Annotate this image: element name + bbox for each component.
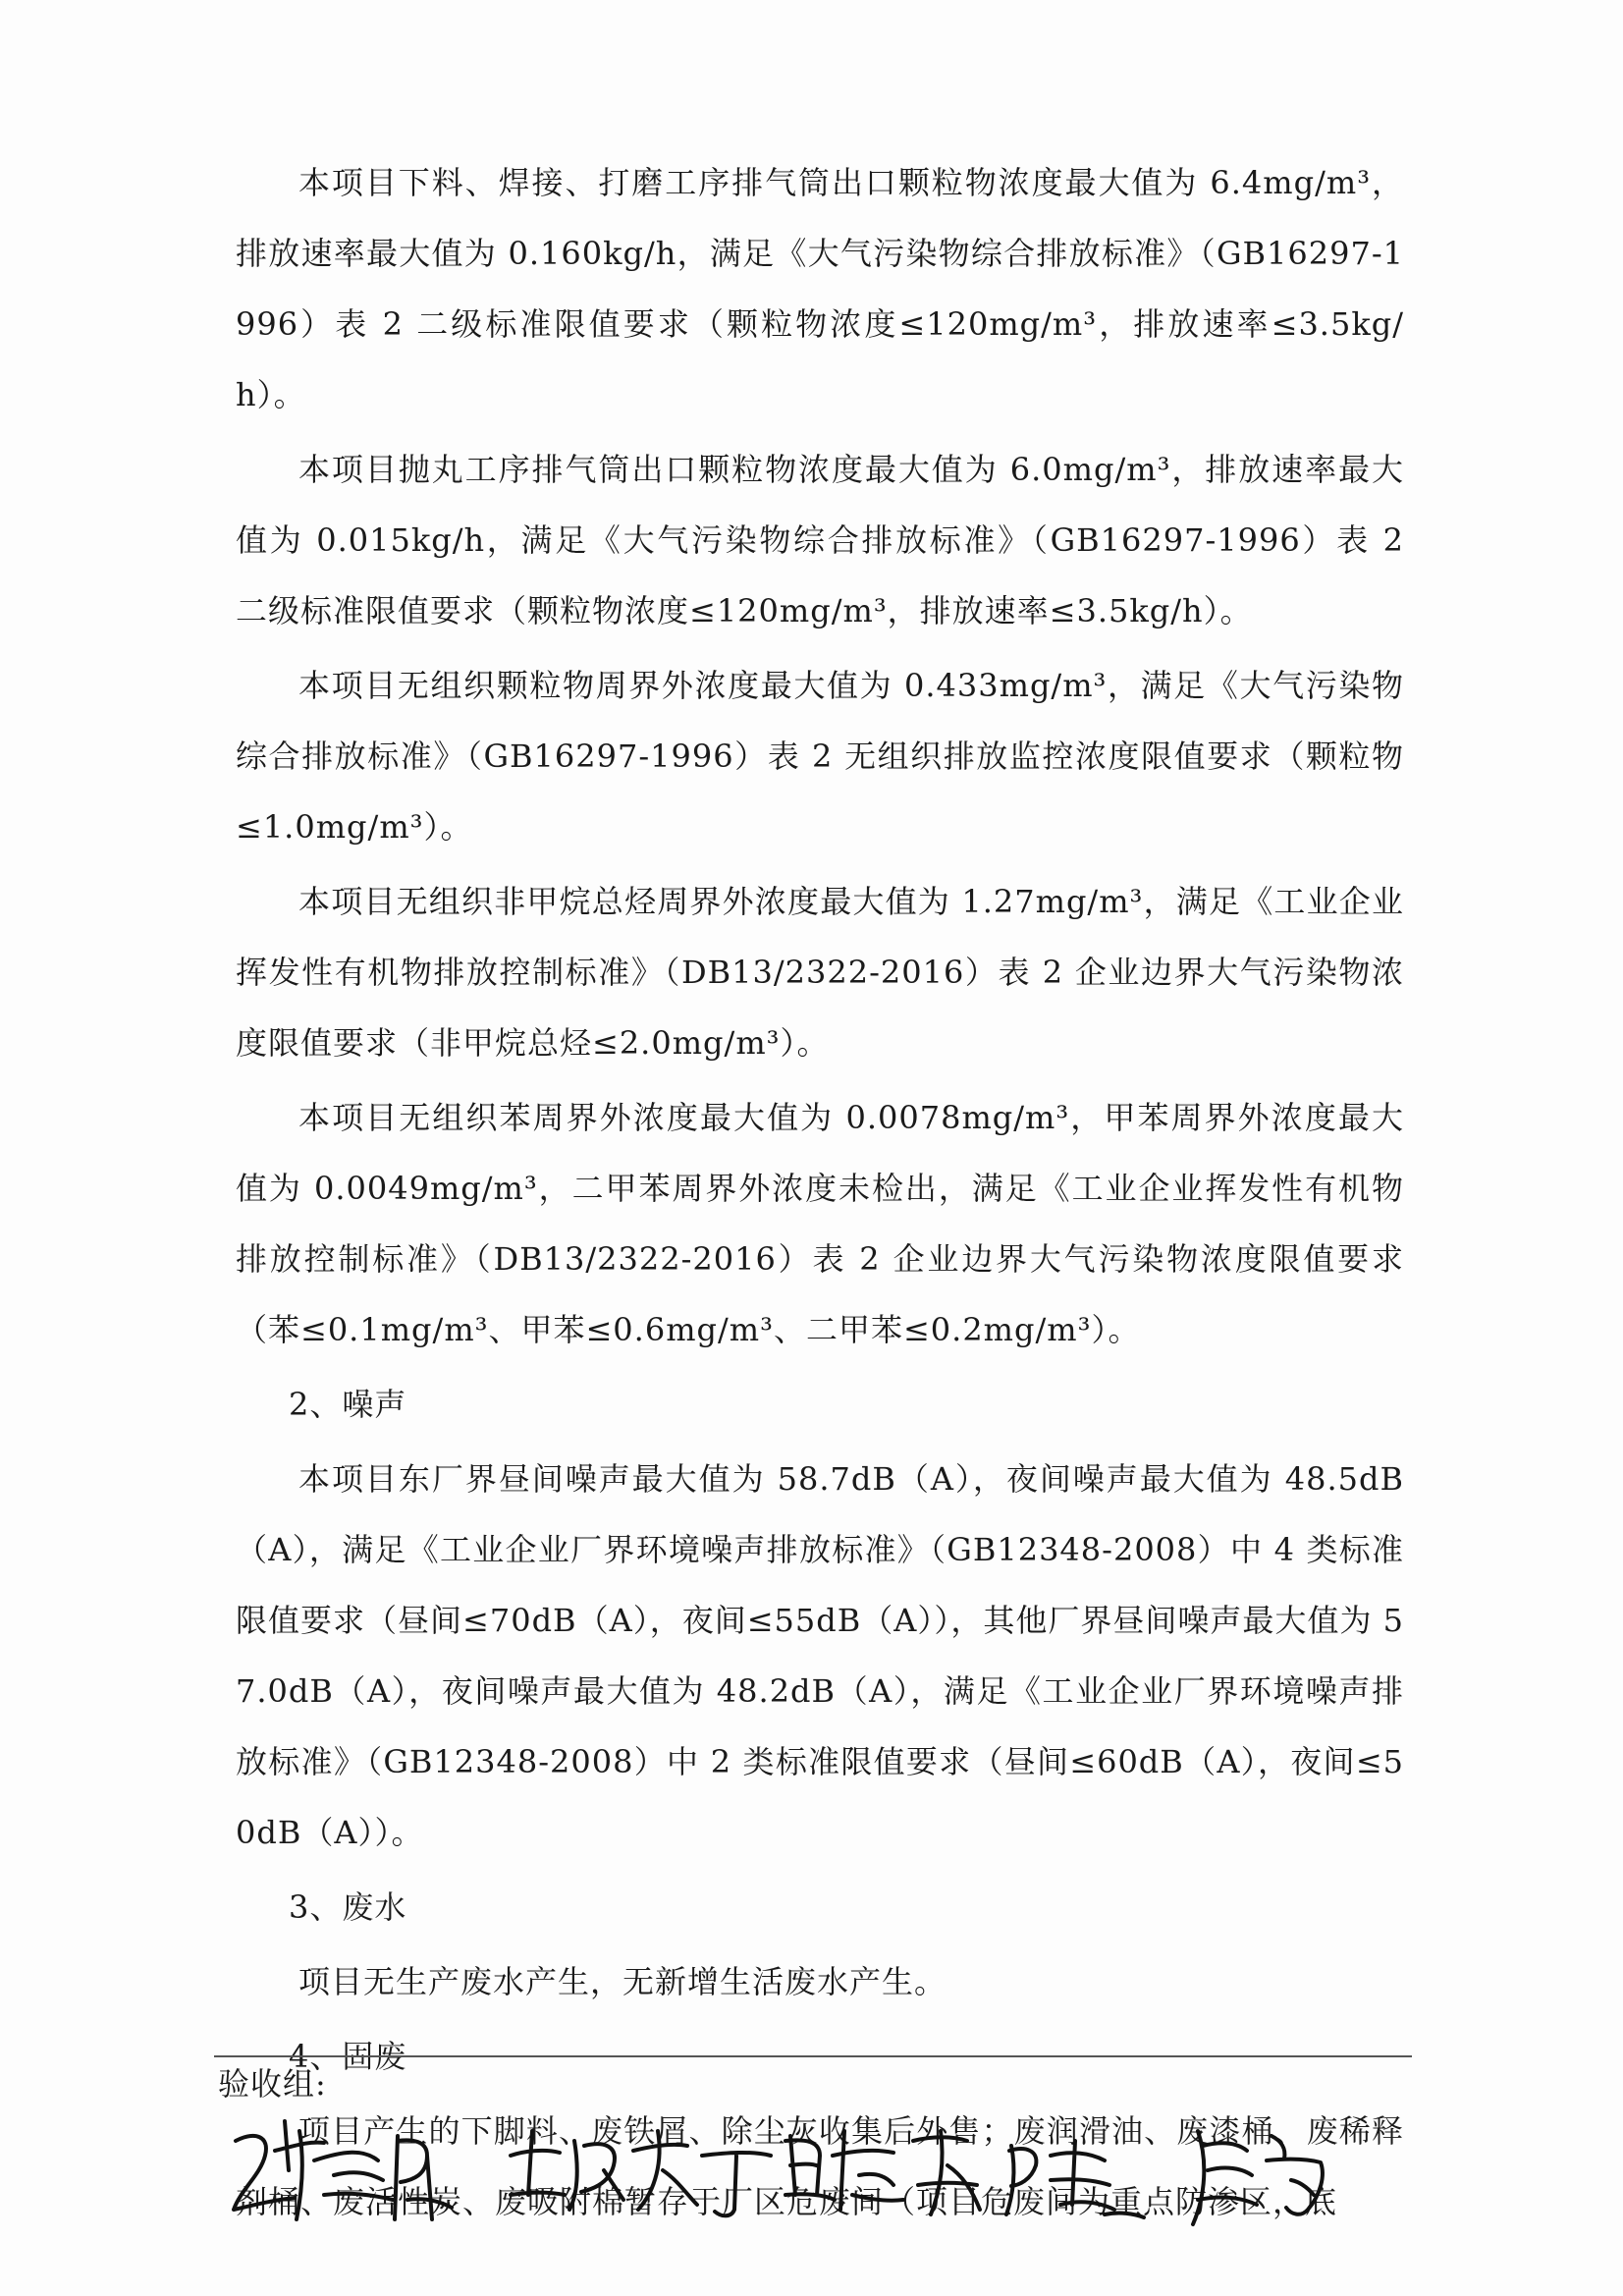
section-heading-solid-waste: 4、固废	[289, 2038, 407, 2075]
handwritten-signatures	[216, 2102, 1434, 2249]
paragraph-shot-blasting-emissions: 本项目抛丸工序排气筒出口颗粒物浓度最大值为 6.0mg/m³，排放速率最大值为 0.015kg/h，满足《大气污染物综合排放标准》（GB16297-1996）表 2 二级标准限值要求（颗粒物浓度≤120mg/m³，排放速率≤3.5kg/h）。	[236, 451, 1404, 629]
section-heading-wastewater: 3、废水	[289, 1888, 407, 1926]
section-heading-noise: 2、噪声	[289, 1386, 407, 1423]
paragraph-fugitive-benzene: 本项目无组织苯周界外浓度最大值为 0.0078mg/m³，甲苯周界外浓度最大值为 0.0049mg/m³，二甲苯周界外浓度未检出，满足《工业企业挥发性有机物排放控制标准》（DB13/2322-2016）表 2 企业边界大气污染物浓度限值要求（苯≤0.1mg/m³、甲苯≤0.6mg/m³、二甲苯≤0.2mg/m³）。	[236, 1099, 1404, 1348]
signature-1	[234, 2121, 452, 2219]
document-body	[236, 147, 1404, 2241]
signature-2	[511, 2131, 771, 2215]
paragraph-cutting-welding-emissions: 本项目下料、焊接、打磨工序排气筒出口颗粒物浓度最大值为 6.4mg/m³，排放速率最大值为 0.160kg/h，满足《大气污染物综合排放标准》（GB16297-1996）表 2 二级标准限值要求（颗粒物浓度≤120mg/m³，排放速率≤3.5kg/h）。	[236, 164, 1404, 413]
paragraph-fugitive-particulate: 本项目无组织颗粒物周界外浓度最大值为 0.433mg/m³，满足《大气污染物综合排放标准》（GB16297-1996）表 2 无组织排放监控浓度限值要求（颗粒物≤1.0mg/m³）。	[236, 667, 1404, 846]
acceptance-group-label: 验收组:	[218, 2065, 327, 2103]
paragraph-noise: 本项目东厂界昼间噪声最大值为 58.7dB（A），夜间噪声最大值为 48.5dB（A），满足《工业企业厂界环境噪声排放标准》（GB12348-2008）中 4 类标准限值要求（昼间≤70dB（A），夜间≤55dB（A）），其他厂界昼间噪声最大值为 57.0dB（A），夜间噪声最大值为 48.2dB（A），满足《工业企业厂界环境噪声排放标准》（GB12348-2008）中 2 类标准限值要求（昼间≤60dB（A），夜间≤50dB（A））。	[236, 1460, 1404, 1851]
signature-strokes-icon	[216, 2102, 1434, 2249]
paragraph-wastewater: 项目无生产废水产生，无新增生活废水产生。	[298, 1963, 947, 2000]
paragraph-solid-waste: 项目产生的下脚料、废铁屑、除尘灰收集后外售；废润滑油、废漆桶、废稀释剂桶、废活性炭、废吸附棉暂存于厂区危废间（项目危废间为重点防渗区，底	[236, 2112, 1404, 2220]
signature-5	[1193, 2131, 1323, 2224]
signature-3	[785, 2131, 980, 2214]
paragraph-fugitive-nmhc: 本项目无组织非甲烷总烃周界外浓度最大值为 1.27mg/m³，满足《工业企业挥发性有机物排放控制标准》（DB13/2322-2016）表 2 企业边界大气污染物浓度限值要求（非甲烷总烃≤2.0mg/m³）。	[236, 883, 1404, 1062]
signature-4	[1006, 2141, 1144, 2217]
footer-divider	[214, 2055, 1412, 2057]
